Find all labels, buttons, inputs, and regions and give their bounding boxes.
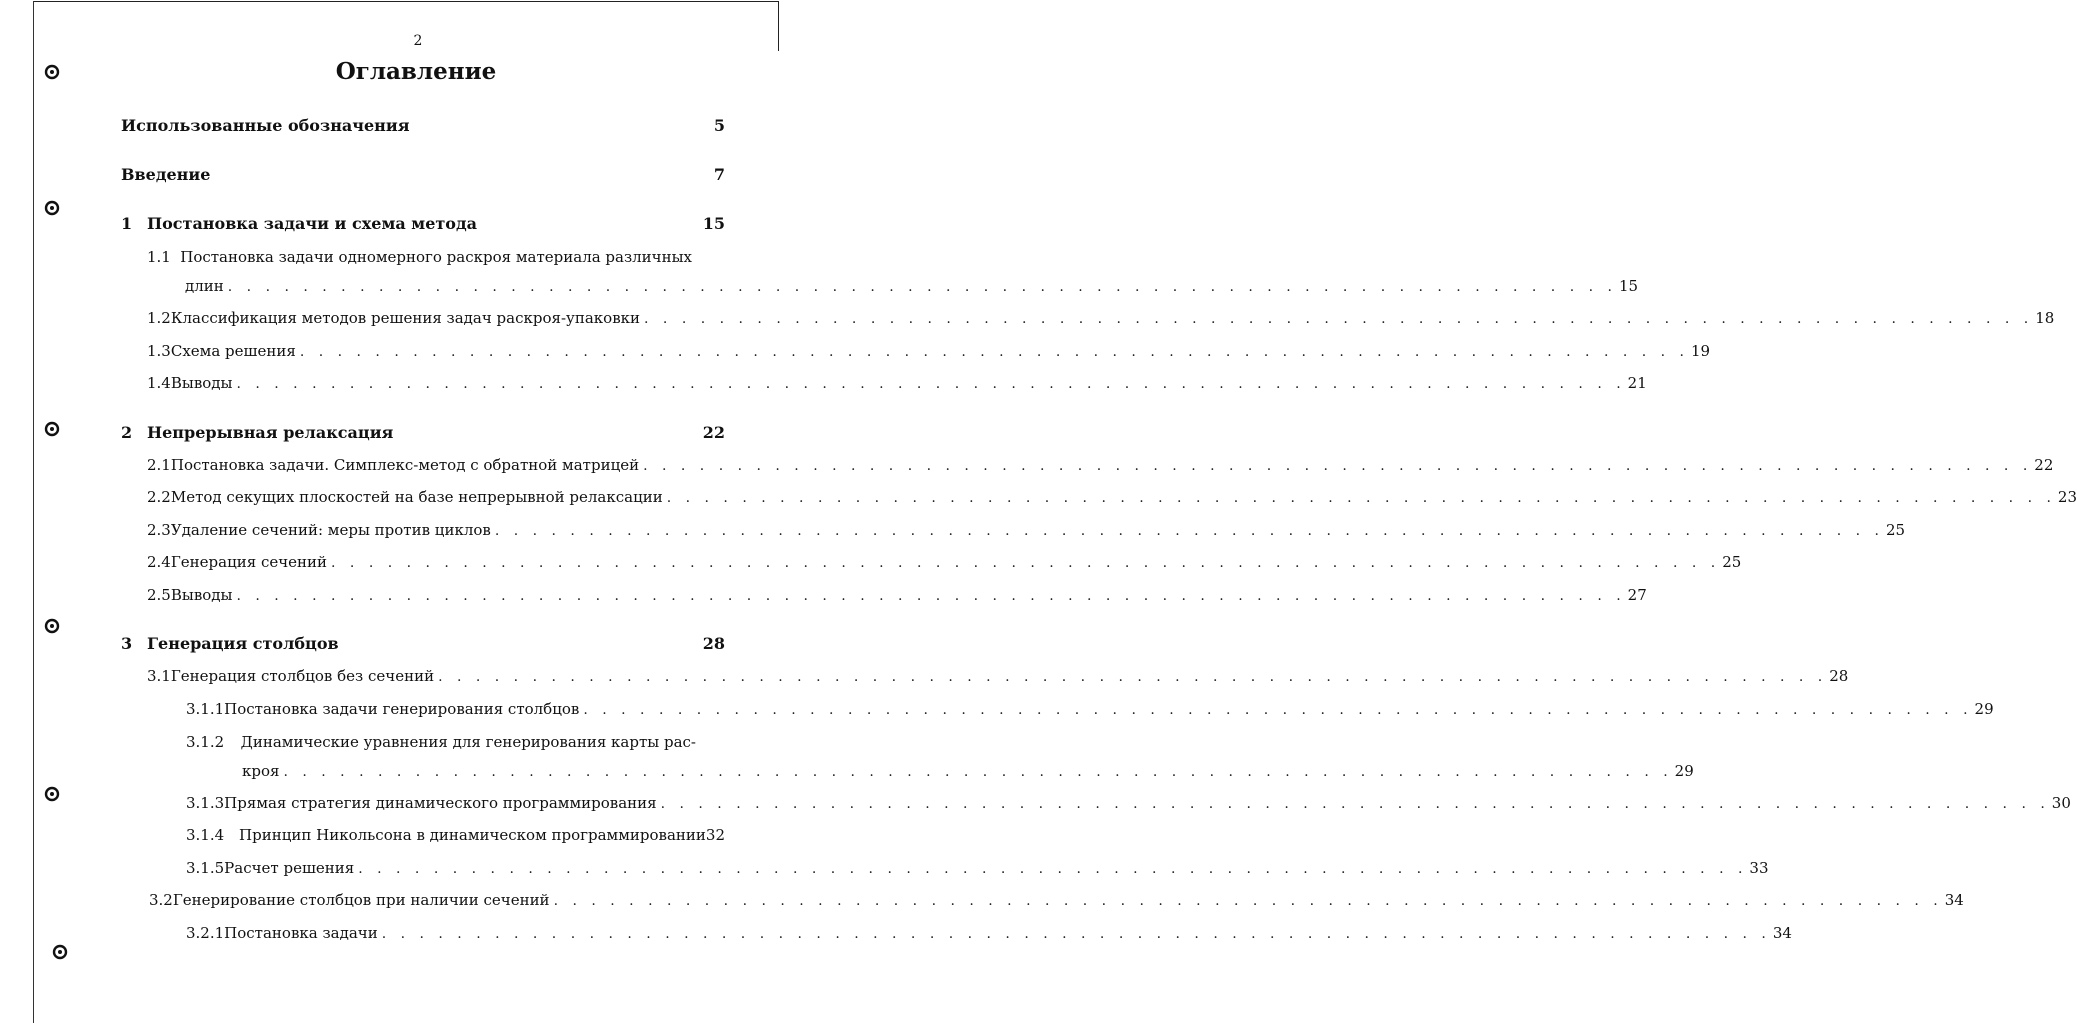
toc-section-3-1[interactable] [147,667,1849,685]
toc-entry-title-continued: кроя [242,762,280,780]
punch-hole-icon [44,64,60,80]
section-number: 3.1 [147,667,171,685]
toc-entry-title: Непрерывная релаксация [147,423,394,442]
toc-section-2-3[interactable] [147,521,1906,539]
toc-entry-title: Генерирование столбцов при наличии сечений [172,891,550,909]
leader-dots: . . . . . . . . . . . . . . . . . . . . . . . . . . . . . . . . . . . . . . . . . . . . . . . . . . . . . . . . . . . . . . . . . . . . . . . . . . [438,669,1828,685]
toc-entry-title: Принцип Никольсона в динамическом программировании [239,826,706,844]
toc-entry-title: Выводы [170,374,233,392]
toc-entry-title: Генерация столбцов без сечений [170,667,435,685]
subsection-number: 3.1.5 [186,859,225,877]
toc-entry-page: 28 [702,634,725,653]
page-frame-left [33,1,34,1023]
toc-entry-title: Метод секущих плоскостей на базе непрерывной релаксации [170,488,663,506]
section-number: 3.2 [149,891,173,909]
toc-entry-title: Постановка задачи. Симплекс-метод с обратной матрицей [170,456,640,474]
page-frame-right [778,1,779,51]
toc-section-2-1[interactable] [147,456,2054,474]
toc-section-2-4[interactable] [147,553,1742,571]
leader-dots: . . . . . . . . . . . . . . . . . . . . . . . . . . . . . . . . . . . . . . . . . . . . . . . . . . . . . . . . . . . . . . . . . . . . . . . . . . [660,796,2050,812]
toc-entry-page: 25 [1886,521,1906,539]
toc-entry-title: Постановка задачи [224,924,378,942]
toc-entry-notation[interactable] [121,116,725,135]
leader-dots: . . . . . . . . . . . . . . . . . . . . . . . . . . . . . . . . . . . . . . . . . . . . . . . . . . . . . . . . . . . . . . . . . . . . . . . . . . [553,893,1943,909]
toc-section-1-1[interactable] [147,248,692,266]
leader-dots: . . . . . . . . . . . . . . . . . . . . . . . . . . . . . . . . . . . . . . . . . . . . . . . . . . . . . . . . . . . . . . . . . . . . . . . . . . [299,344,1689,360]
toc-entry-title: Схема решения [170,342,296,360]
subsection-number: 3.1.2 [186,733,225,751]
toc-entry-page: 32 [705,826,725,844]
toc-entry-page: 30 [2051,794,2071,812]
toc-entry-page: 22 [702,423,725,442]
section-number: 2.2 [147,488,171,506]
toc-section-1-4[interactable] [147,374,1647,392]
toc-entry-page: 7 [713,165,725,184]
section-number: 1.3 [147,342,171,360]
toc-entry-page: 5 [713,116,725,135]
leader-dots: . . . . . . . . . . . . . . . . . . . . . . . . . . . . . . . . . . . . . . . . . . . . . . . . . . . . . . . . . . . . . . . . . . . . . . . . . . [227,279,1617,295]
leader-dots: . . . . . . . . . . . . . . . . . . . . . . . . . . . . . . . . . . . . . . . . . . . . . . . . . . . . . . . . . . . . . . . . . . . . . . . . . . [283,764,1673,780]
leader-dots: . . . . . . . . . . . . . . . . . . . . . . . . . . . . . . . . . . . . . . . . . . . . . . . . . . . . . . . . . . . . . . . . . . . . . . . . . . [331,555,1721,571]
toc-chapter-1[interactable] [121,214,725,233]
leader-dots: . . . . . . . . . . . . . . . . . . . . . . . . . . . . . . . . . . . . . . . . . . . . . . . . . . . . . . . . . . . . . . . . . . . . . . . . . . [494,523,1885,539]
toc-chapter-2[interactable] [121,423,725,442]
toc-entry-page: 29 [1674,762,1694,780]
punch-hole-icon [52,944,68,960]
chapter-number: 3 [121,634,133,653]
toc-entry-page: 29 [1974,700,1994,718]
toc-entry-page: 34 [1772,924,1792,942]
page-number: 2 [413,33,423,49]
chapter-number: 1 [121,214,133,233]
section-number: 1.1 [147,248,171,266]
subsection-number: 3.1.4 [186,826,225,844]
toc-entry-title: Постановка задачи генерирования столбцов [224,700,580,718]
punch-hole-icon [44,200,60,216]
toc-entry-title: Генерация сечений [170,553,328,571]
toc-subsection-3-1-2[interactable] [186,733,696,751]
page-frame-top [34,1,778,2]
leader-dots: . . . . . . . . . . . . . . . . . . . . . . . . . . . . . . . . . . . . . . . . . . . . . . . . . . . . . . . . . . . . . . . . . . . . . . . . . . [358,861,1748,877]
punch-hole-icon [44,618,60,634]
toc-entry-title: Прямая стратегия динамического программирования [224,794,657,812]
toc-section-1-1-cont[interactable] [185,277,1639,295]
toc-entry-page: 27 [1627,586,1647,604]
toc-entry-page: 19 [1691,342,1711,360]
toc-section-3-2[interactable] [149,891,1964,909]
toc-entry-page: 15 [1618,277,1639,295]
toc-entry-title: Постановка задачи и схема метода [147,214,477,233]
toc-entry-intro[interactable] [121,165,725,184]
section-number: 2.4 [147,553,171,571]
toc-subsection-3-1-3[interactable] [186,794,2071,812]
toc-chapter-3[interactable] [121,634,725,653]
toc-entry-page: 28 [1829,667,1849,685]
toc-entry-page: 33 [1749,859,1769,877]
section-number: 2.1 [147,456,171,474]
toc-entry-title: Использованные обозначения [121,116,410,135]
toc-entry-title-continued: длин [185,277,224,295]
leader-dots: . . . . . . . . . . . . . . . . . . . . . . . . . . . . . . . . . . . . . . . . . . . . . . . . . . . . . . . . . . . . . . . . . . . . . . . . . . [643,458,2033,474]
toc-entry-title: Удаление сечений: меры против циклов [170,521,491,539]
chapter-number: 2 [121,423,133,442]
leader-dots: . . . . . . . . . . . . . . . . . . . . . . . . . . . . . . . . . . . . . . . . . . . . . . . . . . . . . . . . . . . . . . . . . . . . . . . . . . [236,588,1626,604]
leader-dots: . . . . . . . . . . . . . . . . . . . . . . . . . . . . . . . . . . . . . . . . . . . . . . . . . . . . . . . . . . . . . . . . . . . . . . . . . . [236,376,1626,392]
subsection-number: 3.1.1 [186,700,225,718]
toc-entry-page: 18 [2035,309,2055,327]
toc-subsection-3-2-1[interactable] [186,924,1792,942]
toc-section-2-5[interactable] [147,586,1647,604]
toc-entry-title: Динамические уравнения для генерирования карты рас- [240,733,696,751]
punch-hole-icon [44,421,60,437]
leader-dots: . . . . . . . . . . . . . . . . . . . . . . . . . . . . . . . . . . . . . . . . . . . . . . . . . . . . . . . . . . . . . . . . . . . . . . . . . . [644,311,2034,327]
toc-entry-title: Классификация методов решения задач раскроя-упаковки [170,309,641,327]
toc-section-1-2[interactable] [147,309,2055,327]
toc-section-2-2[interactable] [147,488,2077,506]
toc-subsection-3-1-2-cont[interactable] [242,762,1694,780]
toc-entry-title: Генерация столбцов [147,634,339,653]
toc-entry-title: Постановка задачи одномерного раскроя материала различных [180,248,692,266]
section-number: 1.4 [147,374,171,392]
toc-entry-page: 23 [2057,488,2077,506]
subsection-number: 3.2.1 [186,924,225,942]
section-number: 2.5 [147,586,171,604]
toc-entry-title: Расчет решения [224,859,355,877]
toc-entry-title: Выводы [170,586,233,604]
toc-entry-page: 34 [1944,891,1964,909]
toc-subsection-3-1-4[interactable] [186,826,725,844]
section-number: 2.3 [147,521,171,539]
leader-dots: . . . . . . . . . . . . . . . . . . . . . . . . . . . . . . . . . . . . . . . . . . . . . . . . . . . . . . . . . . . . . . . . . . . . . . . . . . [583,702,1973,718]
toc-section-1-3[interactable] [147,342,1711,360]
toc-subsection-3-1-5[interactable] [186,859,1769,877]
toc-entry-page: 22 [2034,456,2054,474]
toc-subsection-3-1-1[interactable] [186,700,1994,718]
subsection-number: 3.1.3 [186,794,225,812]
section-number: 1.2 [147,309,171,327]
punch-hole-icon [44,786,60,802]
leader-dots: . . . . . . . . . . . . . . . . . . . . . . . . . . . . . . . . . . . . . . . . . . . . . . . . . . . . . . . . . . . . . . . . . . . . . . . . . . [666,490,2056,506]
toc-entry-page: 21 [1627,374,1647,392]
toc-entry-page: 25 [1722,553,1742,571]
page-title: Оглавление [335,58,497,85]
leader-dots: . . . . . . . . . . . . . . . . . . . . . . . . . . . . . . . . . . . . . . . . . . . . . . . . . . . . . . . . . . . . . . . . . . . . . . . . . . [381,926,1771,942]
toc-entry-title: Введение [121,165,211,184]
toc-entry-page: 15 [702,214,725,233]
